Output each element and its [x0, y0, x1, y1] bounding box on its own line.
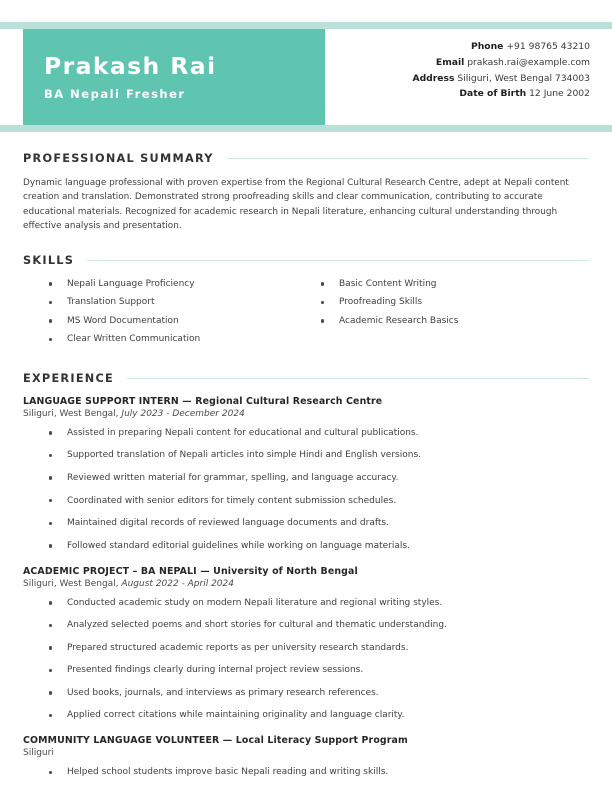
header-subtitle: BA Nepali Fresher [44, 87, 186, 101]
list-item: Applied correct citations while maintaining originality and language clarity. [45, 709, 589, 722]
section-divider [227, 158, 589, 159]
list-item: Reviewed written material for grammar, spelling, and language accuracy. [45, 472, 589, 485]
summary-paragraph: Dynamic language professional with proven expertise from the Regional Cultural Research Centre, adept at Nepali content creation and translation. Demonstrated strong proofreading skills and clear communication, contributing to accurate educational materials. Recognized for academic research in Nepali literature, enhancing cultural understanding through effective analysis and presentation. [23, 178, 569, 232]
list-item: Conducted academic study on modern Nepali literature and regional writing styles. [45, 597, 589, 610]
section-title-summary: PROFESSIONAL SUMMARY [23, 152, 214, 165]
list-item: Clear Written Communication [45, 333, 317, 346]
list-item: Helped school students improve basic Nepali reading and writing skills. [45, 766, 589, 779]
header-body [0, 29, 612, 125]
job-bullets [23, 427, 589, 553]
contact-label-phone: Phone [471, 41, 504, 52]
page-title: Prakash Rai [44, 51, 217, 80]
job-bullets [23, 597, 589, 723]
skills-column-left [45, 278, 317, 352]
contact-label-address: Address [412, 72, 455, 84]
list-item: Followed standard editorial guidelines while working on language materials. [45, 540, 589, 553]
job-meta [23, 579, 589, 589]
job-title: ACADEMIC PROJECT – BA NEPALI — University of North Bengal [23, 565, 358, 577]
job-location: Siliguri [23, 748, 54, 759]
contact-row-address [413, 71, 591, 87]
job-bullets [23, 766, 589, 779]
list-item: MS Word Documentation [45, 315, 317, 328]
contact-label-email: Email [435, 56, 465, 68]
section-header-skills [23, 254, 589, 267]
list-item: Presented findings clearly during internal project review sessions. [45, 664, 589, 677]
section-experience [23, 372, 589, 780]
contact-value-dob: 12 June 2002 [529, 88, 590, 100]
skills-list-right [317, 278, 589, 328]
bottom-accent-bar [0, 125, 612, 132]
list-item: Analyzed selected poems and short stories for cultural and thematic understanding. [45, 619, 589, 632]
contact-label-dob: Date of Birth [459, 88, 527, 100]
section-header-experience [23, 372, 589, 385]
top-accent-bar [0, 22, 612, 29]
list-item: Translation Support [45, 296, 317, 309]
job-meta [23, 409, 589, 419]
contact-row-dob [413, 86, 591, 102]
experience-entry [23, 566, 589, 589]
list-item: Academic Research Basics [317, 315, 589, 328]
experience-entry [23, 396, 589, 419]
list-item: Maintained digital records of reviewed language documents and drafts. [45, 517, 589, 530]
skills-column-right [317, 278, 589, 352]
list-item: Coordinated with senior editors for timely content submission schedules. [45, 495, 589, 508]
job-dates: July 2023 - December 2024 [121, 408, 245, 419]
list-item: Assisted in preparing Nepali content for educational and cultural publications. [45, 427, 589, 440]
job-location: Siliguri, West Bengal, [23, 408, 119, 419]
job-title: COMMUNITY LANGUAGE VOLUNTEER — Local Literacy Support Program [23, 735, 408, 747]
skills-columns [23, 278, 589, 352]
contact-row-phone [413, 39, 591, 55]
job-title: LANGUAGE SUPPORT INTERN — Regional Cultural Research Centre [23, 395, 383, 407]
contact-value-address: Siliguri, West Bengal 734003 [457, 72, 590, 84]
contact-value-phone: +91 98765 43210 [506, 41, 590, 52]
contact-value-email[interactable]: prakash.rai@example.com [467, 56, 590, 68]
section-title-skills: SKILLS [23, 253, 75, 267]
list-item: Nepali Language Proficiency [45, 278, 317, 291]
skills-list-left [45, 278, 317, 347]
list-item: Prepared structured academic reports as per university research standards. [45, 642, 589, 655]
list-item: Basic Content Writing [317, 278, 589, 291]
list-item: Proofreading Skills [317, 296, 589, 309]
contact-info [413, 39, 591, 102]
resume-header [0, 0, 612, 132]
name-block [23, 29, 325, 125]
experience-entry [23, 735, 589, 758]
section-skills [23, 254, 589, 352]
section-title-experience: EXPERIENCE [23, 371, 115, 385]
job-dates: August 2022 - April 2024 [121, 578, 234, 589]
list-item: Supported translation of Nepali articles into simple Hindi and English versions. [45, 449, 589, 462]
section-divider [87, 260, 589, 261]
job-meta [23, 748, 589, 758]
contact-row-email [413, 55, 591, 71]
list-item: Used books, journals, and interviews as primary research references. [45, 687, 589, 700]
section-divider [127, 378, 589, 379]
section-professional-summary [23, 152, 589, 234]
section-header-summary [23, 152, 589, 165]
job-location: Siliguri, West Bengal, [23, 578, 119, 589]
resume-content [0, 152, 612, 779]
